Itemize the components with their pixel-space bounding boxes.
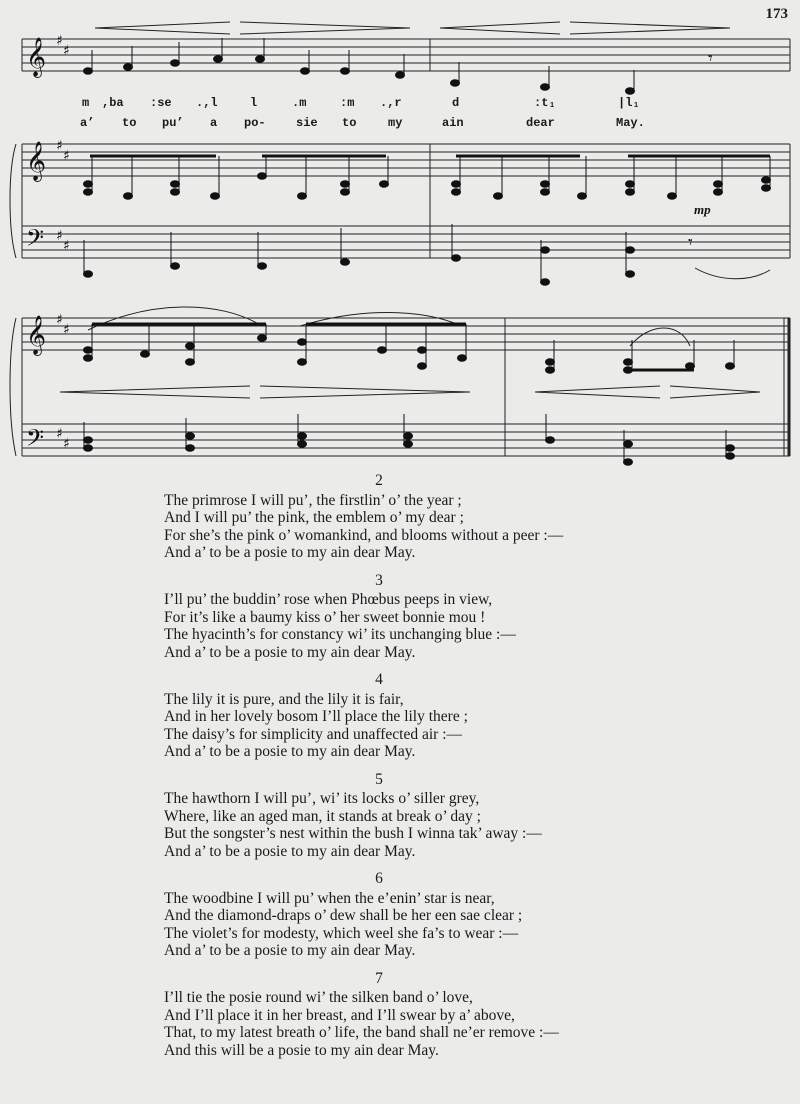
verse-line: And a’ to be a posie to my ain dear May. [164, 942, 416, 959]
lyric-syllable: a [210, 116, 218, 130]
verse [164, 472, 724, 562]
verse-number: 6 [375, 870, 383, 887]
verse [164, 572, 724, 662]
svg-text:♯: ♯ [56, 33, 63, 49]
verse-number: 5 [375, 770, 383, 788]
svg-text:𝄢: 𝄢 [26, 224, 45, 257]
lyric-syllable: a’ [80, 116, 95, 130]
svg-text:♯: ♯ [56, 228, 63, 244]
verse-line: For it’s like a baumy kiss o’ her sweet bonnie mou ! [164, 608, 486, 626]
svg-text:♯: ♯ [63, 43, 70, 59]
verse-line: The hawthorn I will pu’, wi’ its locks o’ siller grey, [164, 790, 480, 807]
verse [164, 870, 724, 960]
music-score [0, 0, 800, 470]
solfa-note: :t₁ [534, 96, 556, 110]
svg-text:♯: ♯ [63, 322, 70, 338]
verse-line: And I will pu’ the pink, the emblem o’ my dear ; [164, 509, 464, 526]
svg-text:♯: ♯ [56, 138, 63, 154]
lyric-syllable: ain [442, 116, 464, 130]
verse-number: 4 [375, 671, 383, 688]
svg-text:♯: ♯ [63, 148, 70, 164]
verse-line: The hyacinth’s for constancy wi’ its unchanging blue :— [164, 626, 516, 643]
lyric-line [78, 116, 718, 134]
svg-text:𝄞: 𝄞 [26, 141, 47, 181]
solfa-note: :se [150, 96, 172, 110]
verse-number: 2 [375, 472, 383, 489]
lyric-syllable: po- [244, 116, 266, 130]
piano-treble-1 [22, 144, 790, 176]
solfa-note: .,l [196, 96, 218, 110]
svg-text:♯: ♯ [56, 426, 63, 442]
solfa-note: .,r [380, 96, 402, 110]
verse-line: And a’ to be a posie to my ain dear May. [164, 544, 416, 561]
verse-number: 3 [375, 571, 383, 589]
verse-line: The daisy’s for simplicity and unaffected air :— [164, 725, 463, 743]
verse [164, 671, 724, 761]
svg-text:𝄾: 𝄾 [688, 232, 693, 253]
page-number: 173 [765, 6, 788, 22]
svg-text:𝄞: 𝄞 [26, 37, 47, 77]
svg-text:𝄾: 𝄾 [708, 48, 713, 69]
verse-line: And this will be a posie to my ain dear May. [164, 1041, 439, 1059]
lyric-syllable: to [342, 116, 357, 130]
lyric-syllable: sie [296, 116, 318, 130]
solfa-note: :m [340, 96, 355, 110]
verse-line: And a’ to be a posie to my ain dear May. [164, 643, 416, 661]
solfa-note: |l₁ [618, 96, 640, 110]
solfa-note: .m [292, 96, 307, 110]
tonic-solfa-line [78, 96, 718, 114]
verse-line: The lily it is pure, and the lily it is fair, [164, 690, 404, 708]
svg-text:♯: ♯ [63, 436, 70, 452]
lyric-syllable: dear [526, 116, 555, 130]
verse [164, 970, 724, 1060]
solfa-note: m [82, 96, 90, 110]
verse-line: For she’s the pink o’ womankind, and blooms without a peer :— [164, 526, 564, 544]
svg-text:♯: ♯ [63, 238, 70, 254]
verse-line: But the songster’s nest within the bush I winna tak’ away :— [164, 825, 542, 842]
verse-number: 7 [375, 969, 383, 987]
verse-line: The violet’s for modesty, which weel she fa’s to wear :— [164, 924, 519, 942]
lyric-syllable: pu’ [162, 116, 184, 130]
verse-line: And in her lovely bosom I’ll place the lily there ; [164, 708, 468, 725]
dynamic-marking: mp [694, 202, 711, 217]
svg-text:𝄞: 𝄞 [26, 315, 47, 355]
svg-text:𝄢: 𝄢 [26, 424, 45, 457]
verse-line: I’ll pu’ the buddin’ rose when Phœbus peeps in view, [164, 591, 493, 608]
solfa-note: ,ba [102, 96, 124, 110]
solfa-note: d [452, 96, 460, 110]
verse-line: The woodbine I will pu’ when the e’enin’ star is near, [164, 889, 495, 907]
verse-line: I’ll tie the posie round wi’ the silken band o’ love, [164, 989, 473, 1006]
verse-line: Where, like an aged man, it stands at break o’ day ; [164, 807, 481, 825]
verse-line: And a’ to be a posie to my ain dear May. [164, 842, 416, 860]
verse-line: And I’ll place it in her breast, and I’ll swear by a’ above, [164, 1006, 515, 1024]
solfa-note: l [250, 96, 258, 110]
verses [164, 472, 724, 1069]
verse-line: And the diamond-draps o’ dew shall be her een sae clear ; [164, 907, 523, 924]
verse-line: The primrose I will pu’, the firstlin’ o’ the year ; [164, 491, 462, 509]
verse-line: And a’ to be a posie to my ain dear May. [164, 743, 416, 760]
lyric-syllable: my [388, 116, 403, 130]
svg-text:♯: ♯ [56, 312, 63, 328]
verse-line: That, to my latest breath o’ life, the band shall ne’er remove :— [164, 1024, 559, 1041]
voice-staff [22, 39, 790, 71]
piano-bass-2 [22, 424, 790, 456]
piano-bass-1 [22, 226, 790, 258]
verse [164, 771, 724, 861]
lyric-syllable: to [122, 116, 137, 130]
lyric-syllable: May. [616, 116, 645, 130]
